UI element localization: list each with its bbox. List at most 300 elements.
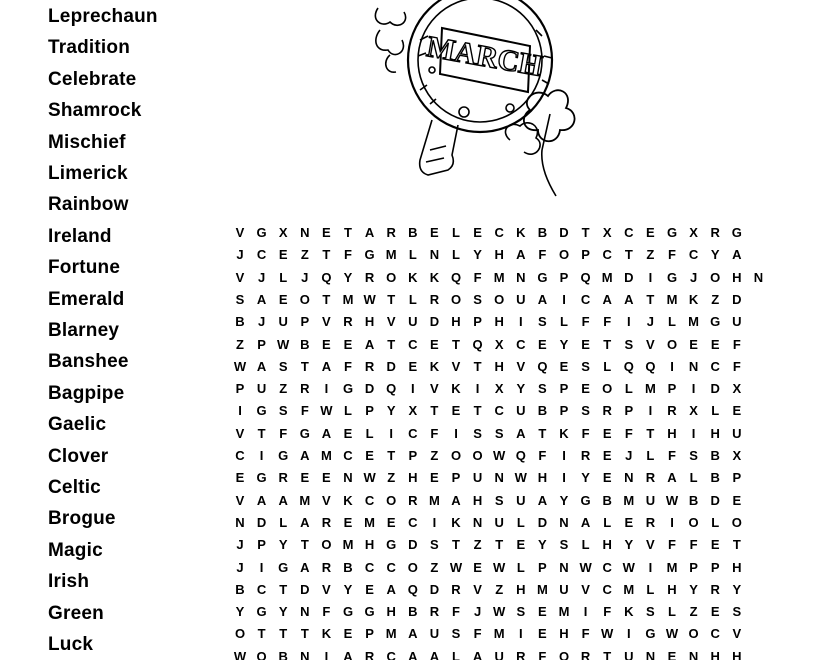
grid-letter[interactable]: P <box>451 470 461 486</box>
grid-letter[interactable]: T <box>581 225 590 240</box>
grid-letter[interactable]: A <box>537 291 548 307</box>
grid-letter[interactable]: I <box>648 559 653 575</box>
grid-letter[interactable]: R <box>667 403 677 419</box>
grid-letter[interactable]: E <box>581 336 590 352</box>
grid-letter[interactable]: U <box>408 314 418 330</box>
grid-letter[interactable]: W <box>363 470 376 486</box>
grid-letter[interactable]: K <box>688 291 699 307</box>
grid-letter[interactable]: R <box>429 291 440 307</box>
grid-letter[interactable]: W <box>665 492 679 508</box>
grid-letter[interactable]: A <box>300 514 310 530</box>
grid-letter[interactable]: K <box>429 358 440 374</box>
grid-letter[interactable]: S <box>538 314 547 330</box>
grid-letter[interactable]: S <box>689 448 698 463</box>
grid-letter[interactable]: C <box>710 358 720 374</box>
grid-letter[interactable]: U <box>516 291 526 307</box>
grid-letter[interactable]: E <box>343 626 353 642</box>
grid-letter[interactable]: N <box>753 269 764 285</box>
grid-letter[interactable]: E <box>430 225 439 240</box>
grid-letter[interactable]: M <box>342 537 354 553</box>
grid-letter[interactable]: C <box>710 626 720 642</box>
grid-letter[interactable]: E <box>322 336 331 352</box>
grid-letter[interactable]: I <box>475 381 480 397</box>
grid-letter[interactable]: V <box>235 269 245 285</box>
grid-letter[interactable]: C <box>364 559 375 575</box>
grid-letter[interactable]: O <box>472 448 483 463</box>
grid-letter[interactable]: B <box>688 492 699 508</box>
grid-letter[interactable]: B <box>278 648 288 660</box>
grid-letter[interactable]: H <box>472 492 483 508</box>
grid-letter[interactable]: H <box>494 247 504 263</box>
grid-letter[interactable]: Q <box>472 336 483 352</box>
grid-letter[interactable]: L <box>668 604 676 620</box>
grid-letter[interactable]: U <box>472 470 483 486</box>
grid-letter[interactable]: N <box>624 470 634 486</box>
grid-letter[interactable]: Z <box>387 470 396 486</box>
grid-letter[interactable]: C <box>256 581 267 597</box>
grid-letter[interactable]: H <box>667 581 677 597</box>
grid-letter[interactable]: K <box>559 425 569 441</box>
grid-letter[interactable]: F <box>279 425 288 441</box>
grid-letter[interactable]: M <box>623 581 635 597</box>
grid-letter[interactable]: A <box>386 581 396 597</box>
grid-letter[interactable]: E <box>430 336 439 352</box>
grid-letter[interactable]: G <box>278 559 289 575</box>
grid-letter[interactable]: F <box>732 358 741 374</box>
grid-letter[interactable]: V <box>516 358 526 374</box>
grid-letter[interactable]: T <box>279 581 288 597</box>
grid-letter[interactable]: U <box>278 314 288 330</box>
grid-letter[interactable]: B <box>300 336 310 352</box>
grid-letter[interactable]: K <box>451 514 461 530</box>
grid-letter[interactable]: A <box>624 291 634 307</box>
grid-letter[interactable]: A <box>429 648 440 660</box>
grid-letter[interactable]: G <box>278 448 289 463</box>
grid-letter[interactable]: B <box>408 225 418 240</box>
grid-letter[interactable]: L <box>516 514 525 530</box>
grid-letter[interactable]: E <box>278 247 288 263</box>
grid-letter[interactable]: T <box>300 626 309 642</box>
grid-letter[interactable]: D <box>386 358 396 374</box>
grid-letter[interactable]: E <box>365 448 374 463</box>
grid-letter[interactable]: E <box>667 648 677 660</box>
grid-letter[interactable]: S <box>473 291 482 307</box>
grid-letter[interactable]: R <box>710 225 720 240</box>
grid-letter[interactable]: A <box>408 648 418 660</box>
grid-letter[interactable]: R <box>516 648 526 660</box>
grid-letter[interactable]: O <box>558 648 570 660</box>
grid-letter[interactable]: T <box>603 648 612 660</box>
grid-letter[interactable]: G <box>386 537 397 553</box>
grid-letter[interactable]: L <box>711 514 720 530</box>
grid-letter[interactable]: F <box>603 604 612 620</box>
grid-letter[interactable]: P <box>732 470 742 486</box>
grid-letter[interactable]: R <box>710 581 720 597</box>
grid-letter[interactable]: S <box>494 492 504 508</box>
grid-letter[interactable]: P <box>473 314 482 330</box>
grid-letter[interactable]: W <box>277 336 290 352</box>
grid-letter[interactable]: Y <box>559 336 569 352</box>
grid-letter[interactable]: M <box>558 604 570 620</box>
grid-letter[interactable]: F <box>689 537 698 553</box>
grid-letter[interactable]: B <box>235 581 245 597</box>
grid-letter[interactable]: W <box>622 559 635 575</box>
grid-letter[interactable]: A <box>321 425 332 441</box>
grid-letter[interactable]: O <box>710 269 721 285</box>
grid-letter[interactable]: S <box>430 537 439 553</box>
grid-letter[interactable]: L <box>646 448 655 463</box>
grid-letter[interactable]: T <box>473 403 482 419</box>
grid-letter[interactable]: I <box>410 381 415 397</box>
grid-letter[interactable]: Q <box>515 448 526 463</box>
grid-letter[interactable]: C <box>516 336 526 352</box>
grid-letter[interactable]: I <box>324 381 329 397</box>
grid-letter[interactable]: S <box>278 403 288 419</box>
grid-letter[interactable]: A <box>300 448 310 463</box>
grid-letter[interactable]: U <box>429 626 440 642</box>
grid-letter[interactable]: M <box>428 492 440 508</box>
grid-letter[interactable]: L <box>603 514 612 530</box>
grid-letter[interactable]: W <box>579 559 592 575</box>
grid-letter[interactable]: I <box>238 403 242 419</box>
grid-letter[interactable]: F <box>538 247 547 263</box>
grid-letter[interactable]: S <box>473 425 482 441</box>
grid-letter[interactable]: A <box>472 648 483 660</box>
grid-letter[interactable]: M <box>342 291 354 307</box>
grid-letter[interactable]: F <box>452 604 460 620</box>
grid-letter[interactable]: X <box>602 225 612 240</box>
grid-letter[interactable]: G <box>364 604 375 620</box>
grid-letter[interactable]: Z <box>711 291 720 307</box>
grid-letter[interactable]: R <box>364 269 375 285</box>
grid-letter[interactable]: S <box>235 291 245 307</box>
grid-letter[interactable]: E <box>710 537 720 553</box>
grid-letter[interactable]: D <box>429 581 440 597</box>
grid-letter[interactable]: Z <box>430 559 439 575</box>
grid-letter[interactable]: G <box>342 381 354 397</box>
grid-letter[interactable]: T <box>495 537 504 553</box>
grid-letter[interactable]: R <box>451 581 461 597</box>
grid-letter[interactable]: Q <box>450 269 462 285</box>
grid-letter[interactable]: R <box>645 470 656 486</box>
grid-letter[interactable]: K <box>516 225 526 240</box>
grid-letter[interactable]: S <box>451 626 461 642</box>
grid-letter[interactable]: T <box>646 291 655 307</box>
grid-letter[interactable]: I <box>432 514 437 530</box>
grid-letter[interactable]: Q <box>537 358 548 374</box>
grid-letter[interactable]: M <box>601 269 613 285</box>
grid-letter[interactable]: E <box>516 537 526 553</box>
grid-letter[interactable]: X <box>732 381 742 397</box>
grid-letter[interactable]: M <box>385 247 397 263</box>
grid-letter[interactable]: Y <box>278 604 288 620</box>
grid-letter[interactable]: H <box>732 559 742 575</box>
grid-letter[interactable]: A <box>667 470 677 486</box>
grid-letter[interactable]: O <box>731 514 742 530</box>
grid-letter[interactable]: F <box>603 314 612 330</box>
grid-letter[interactable]: Z <box>473 537 482 553</box>
grid-letter[interactable]: F <box>538 448 547 463</box>
grid-letter[interactable]: Y <box>732 581 742 597</box>
grid-letter[interactable]: K <box>451 381 461 397</box>
grid-letter[interactable]: E <box>322 470 331 486</box>
grid-letter[interactable]: E <box>559 358 569 374</box>
grid-letter[interactable]: E <box>732 492 742 508</box>
grid-letter[interactable]: I <box>583 604 588 620</box>
grid-letter[interactable]: E <box>235 470 245 486</box>
grid-letter[interactable]: A <box>732 247 742 263</box>
grid-letter[interactable]: I <box>518 314 523 330</box>
grid-letter[interactable]: P <box>257 537 266 553</box>
grid-letter[interactable]: K <box>624 604 634 620</box>
grid-letter[interactable]: W <box>514 470 527 486</box>
grid-letter[interactable]: M <box>644 381 656 397</box>
grid-letter[interactable]: T <box>300 358 309 374</box>
grid-letter[interactable]: G <box>364 247 375 263</box>
grid-letter[interactable]: L <box>452 225 460 240</box>
grid-letter[interactable]: H <box>710 648 720 660</box>
grid-letter[interactable]: F <box>322 604 331 620</box>
grid-letter[interactable]: I <box>670 514 674 530</box>
grid-letter[interactable]: I <box>259 559 264 575</box>
grid-letter[interactable]: F <box>581 314 590 330</box>
grid-letter[interactable]: E <box>278 291 288 307</box>
grid-letter[interactable]: R <box>602 403 612 419</box>
grid-letter[interactable]: G <box>256 225 267 240</box>
grid-letter[interactable]: C <box>343 448 353 463</box>
grid-letter[interactable]: L <box>344 403 352 419</box>
grid-letter[interactable]: E <box>538 604 547 620</box>
grid-letter[interactable]: U <box>256 381 267 397</box>
grid-letter[interactable]: M <box>536 581 548 597</box>
grid-letter[interactable]: X <box>732 448 742 463</box>
grid-letter[interactable]: S <box>494 425 504 441</box>
grid-letter[interactable]: Y <box>516 381 526 397</box>
grid-letter[interactable]: A <box>364 336 375 352</box>
grid-letter[interactable]: J <box>301 269 309 285</box>
grid-letter[interactable]: Z <box>236 336 244 352</box>
grid-letter[interactable]: H <box>732 648 742 660</box>
grid-letter[interactable]: J <box>236 537 244 553</box>
grid-letter[interactable]: C <box>386 559 396 575</box>
grid-letter[interactable]: O <box>666 336 678 352</box>
grid-letter[interactable]: F <box>668 448 676 463</box>
grid-letter[interactable]: H <box>494 358 504 374</box>
grid-letter[interactable]: D <box>256 514 267 530</box>
grid-letter[interactable]: F <box>344 358 352 374</box>
grid-letter[interactable]: E <box>300 470 310 486</box>
grid-letter[interactable]: J <box>257 314 266 330</box>
grid-letter[interactable]: M <box>320 448 332 463</box>
grid-letter[interactable]: H <box>559 626 569 642</box>
grid-letter[interactable]: O <box>494 291 505 307</box>
grid-letter[interactable]: R <box>645 514 656 530</box>
grid-letter[interactable]: S <box>516 604 526 620</box>
grid-letter[interactable]: T <box>624 247 633 263</box>
grid-letter[interactable]: H <box>667 425 677 441</box>
grid-letter[interactable]: X <box>689 225 698 240</box>
grid-letter[interactable]: A <box>451 492 461 508</box>
grid-letter[interactable]: C <box>408 514 418 530</box>
grid-letter[interactable]: E <box>602 448 612 463</box>
grid-letter[interactable]: A <box>602 291 612 307</box>
grid-letter[interactable]: L <box>516 559 525 575</box>
grid-letter[interactable]: O <box>256 648 267 660</box>
grid-letter[interactable]: H <box>494 314 504 330</box>
grid-letter[interactable]: Z <box>646 247 655 263</box>
grid-letter[interactable]: D <box>364 381 375 397</box>
grid-letter[interactable]: G <box>710 314 721 330</box>
grid-letter[interactable]: P <box>408 448 418 463</box>
grid-letter[interactable]: U <box>732 425 742 441</box>
grid-letter[interactable]: E <box>689 336 698 352</box>
grid-letter[interactable]: L <box>624 381 633 397</box>
grid-letter[interactable]: I <box>670 358 674 374</box>
grid-letter[interactable]: J <box>689 269 698 285</box>
grid-letter[interactable]: O <box>386 269 397 285</box>
grid-letter[interactable]: H <box>602 537 612 553</box>
grid-letter[interactable]: I <box>562 448 566 463</box>
grid-letter[interactable]: R <box>321 559 332 575</box>
grid-letter[interactable]: O <box>407 559 418 575</box>
grid-letter[interactable]: O <box>688 626 699 642</box>
grid-letter[interactable]: H <box>408 470 418 486</box>
grid-letter[interactable]: X <box>494 336 504 352</box>
grid-letter[interactable]: B <box>537 225 548 240</box>
grid-letter[interactable]: C <box>602 559 612 575</box>
grid-letter[interactable]: A <box>256 291 267 307</box>
grid-letter[interactable]: P <box>300 314 310 330</box>
grid-letter[interactable]: I <box>626 626 631 642</box>
grid-letter[interactable]: U <box>494 514 504 530</box>
grid-letter[interactable]: W <box>233 358 247 374</box>
grid-letter[interactable]: D <box>559 225 569 240</box>
grid-letter[interactable]: V <box>235 425 245 441</box>
grid-letter[interactable]: P <box>559 269 569 285</box>
grid-letter[interactable]: C <box>624 225 634 240</box>
grid-letter[interactable]: R <box>386 225 396 240</box>
grid-letter[interactable]: I <box>518 626 523 642</box>
grid-letter[interactable]: Q <box>407 581 418 597</box>
grid-letter[interactable]: G <box>256 604 267 620</box>
grid-letter[interactable]: I <box>259 448 264 463</box>
grid-letter[interactable]: P <box>365 626 374 642</box>
grid-letter[interactable]: Q <box>645 358 656 374</box>
grid-letter[interactable]: G <box>666 225 678 240</box>
grid-letter[interactable]: E <box>343 425 353 441</box>
grid-letter[interactable]: L <box>581 537 590 553</box>
grid-letter[interactable]: F <box>300 403 309 419</box>
grid-letter[interactable]: H <box>710 425 720 441</box>
grid-letter[interactable]: R <box>300 381 310 397</box>
grid-letter[interactable]: D <box>408 537 418 553</box>
grid-letter[interactable]: F <box>430 425 439 441</box>
grid-letter[interactable]: Y <box>473 247 482 263</box>
grid-letter[interactable]: T <box>603 336 612 352</box>
grid-letter[interactable]: H <box>537 470 548 486</box>
grid-letter[interactable]: C <box>386 648 396 660</box>
grid-letter[interactable]: U <box>645 492 656 508</box>
grid-letter[interactable]: P <box>559 381 569 397</box>
grid-letter[interactable]: W <box>493 448 506 463</box>
grid-letter[interactable]: P <box>559 403 569 419</box>
grid-letter[interactable]: N <box>688 358 699 374</box>
grid-letter[interactable]: U <box>494 648 504 660</box>
grid-letter[interactable]: G <box>645 626 656 642</box>
grid-letter[interactable]: P <box>581 247 590 263</box>
grid-letter[interactable]: O <box>386 492 397 508</box>
grid-letter[interactable]: A <box>580 514 591 530</box>
grid-letter[interactable]: W <box>665 626 679 642</box>
grid-letter[interactable]: F <box>624 425 633 441</box>
grid-letter[interactable]: E <box>624 514 634 530</box>
grid-letter[interactable]: K <box>429 269 440 285</box>
grid-letter[interactable]: B <box>235 314 245 330</box>
grid-letter[interactable]: A <box>516 247 526 263</box>
grid-letter[interactable]: H <box>732 269 742 285</box>
grid-letter[interactable]: E <box>473 559 482 575</box>
grid-letter[interactable]: T <box>300 537 309 553</box>
grid-letter[interactable]: R <box>343 314 353 330</box>
grid-letter[interactable]: I <box>626 314 631 330</box>
grid-letter[interactable]: N <box>300 225 310 240</box>
grid-letter[interactable]: S <box>538 381 547 397</box>
grid-letter[interactable]: Y <box>624 537 634 553</box>
grid-letter[interactable]: E <box>473 225 482 240</box>
grid-letter[interactable]: E <box>343 514 353 530</box>
grid-letter[interactable]: Z <box>300 247 309 263</box>
grid-letter[interactable]: E <box>451 403 461 419</box>
grid-letter[interactable]: D <box>710 381 720 397</box>
grid-letter[interactable]: K <box>343 492 353 508</box>
grid-letter[interactable]: J <box>625 448 633 463</box>
grid-letter[interactable]: Z <box>689 604 698 620</box>
grid-letter[interactable]: B <box>710 448 720 463</box>
grid-letter[interactable]: L <box>452 247 460 263</box>
grid-letter[interactable]: W <box>320 403 333 419</box>
grid-letter[interactable]: M <box>493 269 505 285</box>
grid-letter[interactable]: R <box>364 358 375 374</box>
grid-letter[interactable]: G <box>256 470 267 486</box>
grid-letter[interactable]: C <box>580 291 591 307</box>
grid-letter[interactable]: U <box>559 581 569 597</box>
grid-letter[interactable]: N <box>494 470 504 486</box>
grid-letter[interactable]: Y <box>235 604 245 620</box>
grid-letter[interactable]: N <box>559 559 569 575</box>
grid-letter[interactable]: F <box>581 626 590 642</box>
grid-letter[interactable]: L <box>560 314 568 330</box>
grid-letter[interactable]: L <box>279 269 288 285</box>
grid-letter[interactable]: F <box>473 269 482 285</box>
grid-letter[interactable]: Y <box>559 492 569 508</box>
grid-letter[interactable]: I <box>562 291 566 307</box>
grid-letter[interactable]: T <box>257 626 266 642</box>
grid-letter[interactable]: T <box>322 291 331 307</box>
grid-letter[interactable]: V <box>646 537 655 553</box>
grid-letter[interactable]: M <box>666 291 678 307</box>
grid-letter[interactable]: Q <box>580 269 591 285</box>
grid-letter[interactable]: R <box>321 514 332 530</box>
grid-letter[interactable]: R <box>364 648 375 660</box>
grid-letter[interactable]: S <box>624 336 634 352</box>
grid-letter[interactable]: D <box>300 581 310 597</box>
grid-letter[interactable]: P <box>710 559 720 575</box>
grid-letter[interactable]: F <box>668 537 676 553</box>
grid-letter[interactable]: Y <box>386 403 396 419</box>
grid-letter[interactable]: B <box>343 559 353 575</box>
grid-letter[interactable]: F <box>344 247 352 263</box>
grid-letter[interactable]: C <box>602 581 612 597</box>
